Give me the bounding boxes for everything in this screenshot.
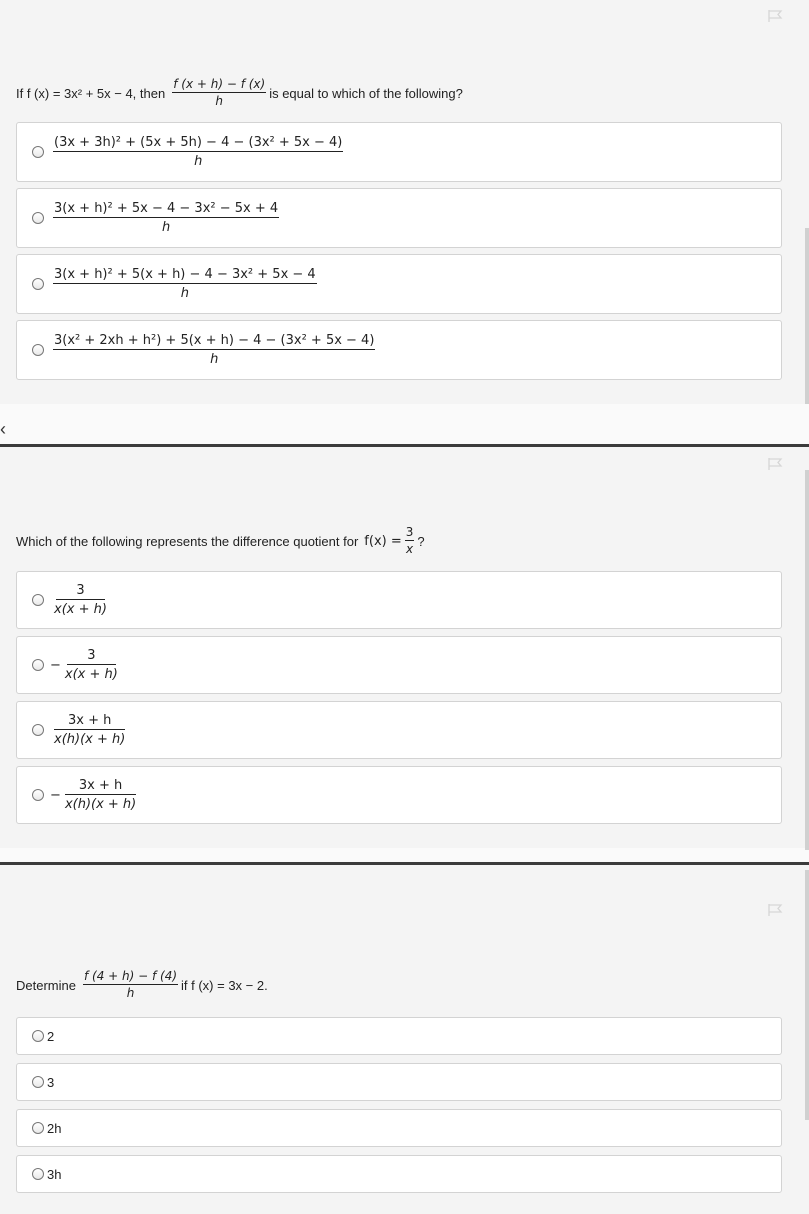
radio-button[interactable] <box>32 659 44 671</box>
question-2-text: Which of the following represents the difference quotient for f(x) = $\frac{3}{x}$ ? <box>16 525 425 556</box>
radio-button[interactable] <box>32 789 44 801</box>
q3-option-3[interactable]: 2h <box>16 1109 782 1147</box>
divider <box>0 444 809 447</box>
radio-button[interactable] <box>32 146 44 158</box>
scrollbar[interactable] <box>805 470 809 850</box>
q3-option-1[interactable]: 2 <box>16 1017 782 1055</box>
radio-button[interactable] <box>32 1122 44 1134</box>
radio-button[interactable] <box>32 278 44 290</box>
flag-icon[interactable] <box>768 458 783 470</box>
radio-button[interactable] <box>32 1168 44 1180</box>
panel-gap <box>0 404 809 444</box>
q2-option-3[interactable]: $\frac{3x + h}{x(h)(x + h)}$ <box>16 701 782 759</box>
scrollbar[interactable] <box>805 228 809 404</box>
question-panel-2 <box>0 448 809 848</box>
chevron-left-icon: ‹ <box>0 419 6 439</box>
q2-option-2[interactable]: − $\frac{3}{x(x + h)}$ <box>16 636 782 694</box>
q1-option-2[interactable]: $\frac{\text{3(x + h)² + 5x − 4 − 3x² − 5x + 4}}{h}$ <box>16 188 782 248</box>
question-panel-3 <box>0 866 809 1214</box>
flag-icon[interactable] <box>768 904 783 916</box>
radio-button[interactable] <box>32 1030 44 1042</box>
scrollbar[interactable] <box>805 870 809 1120</box>
flag-icon[interactable] <box>768 10 783 22</box>
question-3-text: Determine $\frac{f (4 + h) - f (4)}{h}$ if f (x) = 3x − 2. <box>16 969 268 1000</box>
question-3-fraction: $\frac{f (4 + h) - f (4)}{h}$ <box>83 969 178 1000</box>
panel-gap <box>0 848 809 862</box>
question-panel-1 <box>0 0 809 404</box>
question-2-fraction: $\frac{3}{x}$ <box>405 525 414 556</box>
radio-button[interactable] <box>32 344 44 356</box>
question-1-text: If f (x) = 3x² + 5x − 4, then $\frac{f (x + h) - f (x)}{h}$ is equal to which of the following? <box>16 77 463 108</box>
radio-button[interactable] <box>32 212 44 224</box>
q2-option-1[interactable]: $\frac{3}{x(x + h)}$ <box>16 571 782 629</box>
q2-option-4[interactable]: − $\frac{3x + h}{x(h)(x + h)}$ <box>16 766 782 824</box>
divider <box>0 862 809 865</box>
radio-button[interactable] <box>32 1076 44 1088</box>
q1-option-3[interactable]: $\frac{\text{3(x + h)² + 5(x + h) − 4 − 3x² + 5x − 4}}{h}$ <box>16 254 782 314</box>
radio-button[interactable] <box>32 724 44 736</box>
q1-option-1[interactable]: $\frac{\text{(3x + 3h)² + (5x + 5h) − 4 − (3x² + 5x − 4)}}{h}$ <box>16 122 782 182</box>
q3-option-2[interactable]: 3 <box>16 1063 782 1101</box>
q3-option-4[interactable]: 3h <box>16 1155 782 1193</box>
q1-option-4[interactable]: $\frac{\text{3(x² + 2xh + h²) + 5(x + h) − 4 − (3x² + 5x − 4)}}{h}$ <box>16 320 782 380</box>
question-1-fraction: $\frac{f (x + h) - f (x)}{h}$ <box>173 77 266 108</box>
radio-button[interactable] <box>32 594 44 606</box>
